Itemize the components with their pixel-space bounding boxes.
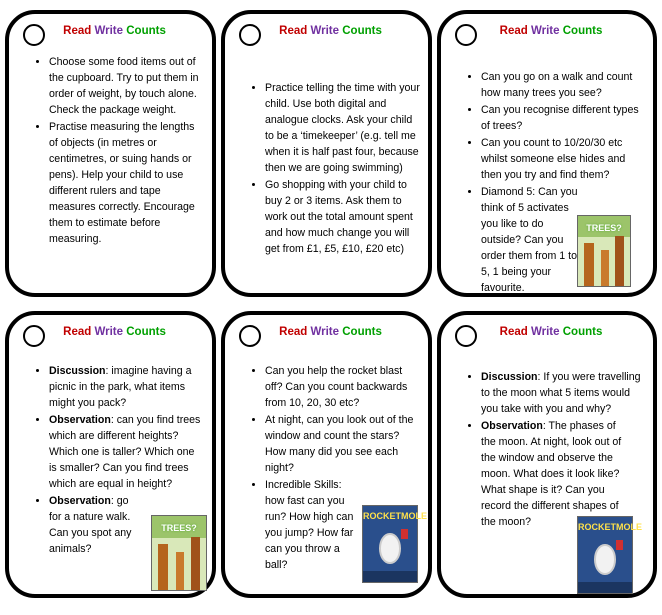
activity-card-2 [221,10,432,297]
list-item: • Diamond 5: Can you think of 5 activates you like to do outside? Can you order them from 1 to 5, 1 being your favourite. [481,184,645,296]
card-title: Read Write Counts [499,326,603,338]
rocketmole-book-cover-icon: ROCKETMOLE [577,516,633,594]
trees-book-cover-icon: TREES? [577,215,631,287]
activity-list [447,369,645,531]
activity-list [15,54,204,248]
list-item: • Observation: The phases of the moon. At night, look out of the window and observe the moon. What does it look like? What shape is it? Can you record the different shapes of the moon? [481,418,645,530]
list-item: • Discussion: If you were travelling to the moon what 5 items would you take with you and why? [481,369,645,417]
list-item: • At night, can you look out of the window and count the stars? How many did you see each night? [265,412,420,476]
card-title: Read Write Counts [279,326,382,338]
list-item: • Observation: go for a nature walk. Can you spot any animals? [49,493,204,557]
list-item: • Can you help the rocket blast off? Can you count backwards from 10, 20, 30 etc? [265,363,420,411]
list-item: • Practise measuring the lengths of objects (in metres or centimetres, or suing hands or pens). Help your child to use different rulers and tape measures correctly. Encourage them to estimate before measuring. [49,119,204,247]
card-title: Read Write Counts [63,326,166,338]
list-item: • Can you recognise different types of trees? [481,102,645,134]
trees-book-cover-icon: TREES? [151,515,207,591]
activity-card-3 [437,10,657,297]
activity-card-6 [437,311,657,598]
list-item: • Can you go on a walk and count how many trees you see? [481,69,645,101]
list-item: • Practice telling the time with your child. Use both digital and analogue clocks. Ask your child to be a ‘timekeeper’ (e.g. tell me when it is half past four, because then we are going swimming) [265,80,420,176]
list-item: • Can you count to 10/20/30 etc whilst someone else hides and then you try and find them? [481,135,645,183]
card-title: Read Write Counts [499,25,603,37]
card-title: Read Write Counts [63,25,166,37]
rocketmole-book-cover-icon: ROCKETMOLE [362,505,418,583]
activity-card-1 [5,10,216,297]
activity-card-4 [5,311,216,598]
activity-card-5 [221,311,432,598]
list-item: • Incredible Skills: how fast can you run? How high can you jump? How far can you throw a ball? [265,477,420,573]
list-item: • Go shopping with your child to buy 2 or 3 items. Ask them to work out the total amount spent and how much change you will get from £1, £5, £10, £20 etc) [265,177,420,257]
card-title: Read Write Counts [279,25,382,37]
list-item: • Choose some food items out of the cupboard. Try to put them in order of weight, by touch alone. Check the package weight. [49,54,204,118]
list-item: • Discussion: imagine having a picnic in the park, what items might you pack? [49,363,204,411]
list-item: • Observation: can you find trees which are different heights? Which one is taller? Which one is smaller? Can you find trees which are equal in height? [49,412,204,492]
activity-list [231,80,420,258]
